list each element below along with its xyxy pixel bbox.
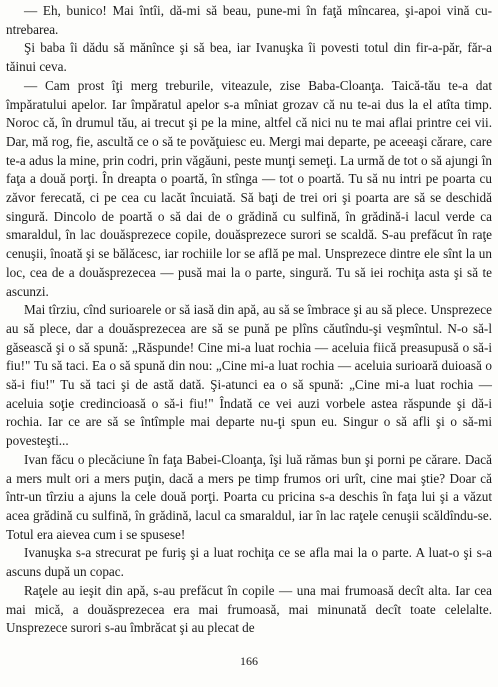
paragraph: — Cam prost îţi merg treburile, viteazule, zise Baba-Cloanţa. Taică-tău te-a dat împăratului apelor. Iar împăratul apelor s-a mîniat grozav că nu te-ai dus la el atîta timp. Noroc că, în drumul tău, ai trecut şi pe la mine, altfel că nici nu te mai aflai printre cei vii. Dar, mă rog, fie, ascultă ce o să te povăţuiesc eu. Mergi mai departe, pe aceeaşi cărare, care te-a adus la mine, prin codri, prin văgăuni, peste munţi semeţi. La urmă de tot o să ajungi în faţa a două porţi. În dreapta o poartă, în stînga — tot o poartă. Tu să nu intri pe poarta cu zăvor ferecată, ci pe cea cu lacăt încuiată. Să baţi de trei ori şi poarta are să se deschidă singură. Dincolo de poartă o să dai de o grădină cu sulfină, în grădină-i lacul verde ca smaraldul, în lac douăsprezece copile, douăsprezece surori se scaldă. S-au prefăcut în raţe cenuşii, înoată şi se bălăcesc, iar rochiile lor se află pe mal. Unsprezece dintre ele sînt la un loc, cea de a douăsprezecea — pusă mai la o parte, singură. Tu să iei rochiţa asta şi să te ascunzi. (6, 77, 492, 299)
paragraph: Ivanuşka s-a strecurat pe furiş şi a luat rochiţa ce se afla mai la o parte. A luat-o şi s-a ascuns după un copac. (6, 545, 492, 580)
paragraph: Şi baba îi dădu să mănînce şi să bea, iar Ivanuşka îi povesti totul din fir-a-păr, făr-a tăinui ceva. (6, 40, 492, 75)
story-text (6, 2, 492, 638)
paragraph: — Eh, bunico! Mai întîi, dă-mi să beau, pune-mi în faţă mîncarea, şi-apoi vină cu-ntrebarea. (6, 3, 492, 37)
paragraph: Ivan făcu o plecăciune în faţa Babei-Cloanţa, îşi luă rămas bun şi porni pe cărare. Dacă a mers mult ori a mers puţin, dacă a mers pe timp frumos ori urît, cine mai ştie? Doar că într-un tîrziu a ajuns la cele două porţi. Poarta cu pricina s-a deschis în faţa lui şi a văzut acea grădină cu sulfină, în grădină, lacul ca smaraldul, iar în lac raţele cenuşii scăldîndu-se. Totul era aievea cum i se spusese! (6, 451, 492, 542)
paragraph: Mai tîrziu, cînd surioarele or să iasă din apă, au să se îmbrace şi au să plece. Unsprezece au să plece, dar a douăsprezecea are să se pună pe plîns căutîndu-şi veşmîntul. N-o să-l găsească şi o să spună: „Răspunde! Cine mi-a luat rochia — aceluia fiică preasupusă o să-i fiu!" Tu să taci. Ea o să spună din nou: „Cine mi-a luat rochia — aceluia surioară duioasă o să-i fiu!" Tu să taci şi de astă dată. Şi-atunci ea o să spună: „Cine mi-a luat rochia — aceluia soţie credincioasă o să-i fiu!" Îndată ce vei auzi vorbele astea răspunde şi dă-i rochia. Iar ce are să se întîmple mai departe nu-ţi spun eu. Singur o să afli şi o să-mi povesteşti... (6, 302, 492, 449)
paragraph: Raţele au ieşit din apă, s-au prefăcut în copile — una mai frumoasă decît alta. Iar cea mai mică, a douăsprezecea era mai frumoasă, mai minunată decît toate celelalte. Unsprezece surori s-au îmbrăcat şi au plecat de (6, 582, 492, 636)
page-number: 166 (240, 654, 258, 668)
